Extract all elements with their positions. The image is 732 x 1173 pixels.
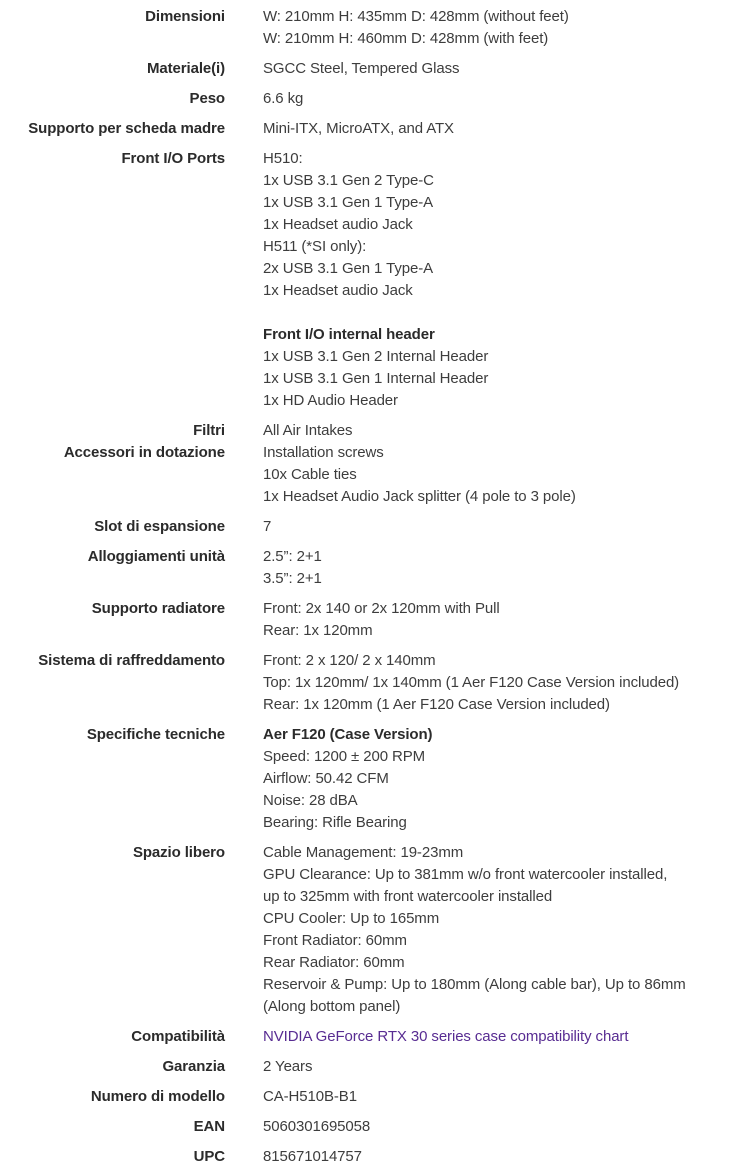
spec-label-supporto-scheda-madre: Supporto per scheda madre [28, 120, 225, 137]
spec-value-line: 6.6 kg [263, 90, 304, 107]
spec-value-alloggiamenti-unita [263, 546, 732, 590]
spec-value-materiale [263, 58, 732, 80]
spec-label-filtri: Filtri [193, 422, 225, 439]
spec-value-supporto-scheda-madre [263, 118, 732, 140]
compatibility-chart-link[interactable]: NVIDIA GeForce RTX 30 series case compatibility chart [263, 1028, 629, 1045]
spec-table [0, 6, 732, 1168]
spec-value-upc [263, 1146, 732, 1168]
spec-value-line: Rear Radiator: 60mm [263, 954, 405, 971]
spec-row-slot-di-espansione [0, 516, 732, 538]
spec-value-line: CA-H510B-B1 [263, 1088, 357, 1105]
spec-label-slot-di-espansione: Slot di espansione [94, 518, 225, 535]
spec-value-line: Rear: 1x 120mm [263, 622, 373, 639]
spec-value-line: 1x USB 3.1 Gen 1 Internal Header [263, 370, 489, 387]
spec-label-accessori-in-dotazione: Accessori in dotazione [63, 444, 225, 461]
spec-value-line: 2.5”: 2+1 [263, 548, 322, 565]
spec-value-line: Mini-ITX, MicroATX, and ATX [263, 120, 454, 137]
spec-row-front-io-ports [0, 148, 732, 412]
spec-row-ean [0, 1116, 732, 1138]
spec-value-line: 815671014757 [263, 1148, 362, 1165]
spec-label-dimensioni: Dimensioni [145, 8, 225, 25]
spec-value-line: up to 325mm with front watercooler installed [263, 888, 553, 905]
spec-value-specifiche-tecniche [263, 724, 732, 834]
spec-value-line: (Along bottom panel) [263, 998, 401, 1015]
spec-value-line: CPU Cooler: Up to 165mm [263, 910, 440, 927]
spec-value-ean [263, 1116, 732, 1138]
spec-value-accessori-in-dotazione [263, 442, 732, 508]
spec-label-compatibilita: Compatibilità [131, 1028, 225, 1045]
spec-value-line: H511 (*SI only): [263, 238, 367, 255]
spec-row-compatibilita [0, 1026, 732, 1048]
spec-value-line: 1x HD Audio Header [263, 392, 398, 409]
spec-value-line: 1x USB 3.1 Gen 2 Type-C [263, 172, 434, 189]
spec-row-alloggiamenti-unita [0, 546, 732, 590]
spec-value-line: Front: 2 x 120/ 2 x 140mm [263, 652, 436, 669]
spec-label-front-io-ports: Front I/O Ports [121, 150, 225, 167]
spec-value-line: Installation screws [263, 444, 384, 461]
spec-row-numero-di-modello [0, 1086, 732, 1108]
spec-row-spazio-libero [0, 842, 732, 1018]
spec-label-ean: EAN [193, 1118, 225, 1135]
spec-row-dimensioni [0, 6, 732, 50]
spec-value-line: SGCC Steel, Tempered Glass [263, 60, 460, 77]
spec-label-alloggiamenti-unita: Alloggiamenti unità [87, 548, 225, 565]
spec-label-numero-di-modello: Numero di modello [90, 1088, 225, 1105]
spec-label-spazio-libero: Spazio libero [132, 844, 225, 861]
spec-label-materiale: Materiale(i) [147, 60, 225, 77]
spec-value-line: GPU Clearance: Up to 381mm w/o front watercooler installed, [263, 866, 668, 883]
spec-row-upc [0, 1146, 732, 1168]
spec-value-line: 3.5”: 2+1 [263, 570, 322, 587]
spec-value-line: 1x USB 3.1 Gen 2 Internal Header [263, 348, 489, 365]
spec-value-line: Airflow: 50.42 CFM [263, 770, 389, 787]
spec-label-sistema-di-raffreddamento: Sistema di raffreddamento [38, 652, 225, 669]
spec-value-line: Top: 1x 120mm/ 1x 140mm (1 Aer F120 Case Version included) [263, 674, 680, 691]
spec-value-line: 1x Headset Audio Jack splitter (4 pole to 3 pole) [263, 488, 576, 505]
spec-value-line: 2x USB 3.1 Gen 1 Type-A [263, 260, 434, 277]
spec-value-line: 1x Headset audio Jack [263, 216, 413, 233]
spec-label-upc: UPC [193, 1148, 225, 1165]
spec-value-line: H510: [263, 150, 303, 167]
spec-value-line: Speed: 1200 ± 200 RPM [263, 748, 426, 765]
spec-value-line: W: 210mm H: 460mm D: 428mm (with feet) [263, 30, 549, 47]
spec-value-line [263, 1026, 732, 1048]
spec-value-line: 1x Headset audio Jack [263, 282, 413, 299]
spec-value-peso [263, 88, 732, 110]
spec-value-line: Front: 2x 140 or 2x 120mm with Pull [263, 600, 500, 617]
spec-value-supporto-radiatore [263, 598, 732, 642]
spec-value-line: Rear: 1x 120mm (1 Aer F120 Case Version included) [263, 696, 610, 713]
spec-value-line: Front I/O internal header [263, 326, 435, 343]
spec-value-line: Cable Management: 19-23mm [263, 844, 464, 861]
spec-value-front-io-ports [263, 148, 732, 412]
spec-value-line: 2 Years [263, 1058, 313, 1075]
spec-value-compatibilita [263, 1026, 732, 1048]
spec-value-garanzia [263, 1056, 732, 1078]
spec-value-line: 10x Cable ties [263, 466, 357, 483]
spec-row-sistema-di-raffreddamento [0, 650, 732, 716]
spec-row-specifiche-tecniche [0, 724, 732, 834]
spec-label-supporto-radiatore: Supporto radiatore [91, 600, 225, 617]
spec-row-peso [0, 88, 732, 110]
spec-value-numero-di-modello [263, 1086, 732, 1108]
spec-value-dimensioni [263, 6, 732, 50]
spec-row-supporto-scheda-madre [0, 118, 732, 140]
spec-label-specifiche-tecniche: Specifiche tecniche [86, 726, 225, 743]
spec-value-line: All Air Intakes [263, 422, 353, 439]
spec-value-line: 1x USB 3.1 Gen 1 Type-A [263, 194, 434, 211]
spec-value-line: Front Radiator: 60mm [263, 932, 407, 949]
spec-value-line: Reservoir & Pump: Up to 180mm (Along cable bar), Up to 86mm [263, 976, 686, 993]
spec-row-supporto-radiatore [0, 598, 732, 642]
spec-value-line: 5060301695058 [263, 1118, 371, 1135]
spec-value-spazio-libero [263, 842, 732, 1018]
spec-row-filtri [0, 420, 732, 442]
spec-value-sistema-di-raffreddamento [263, 650, 732, 716]
spec-value-filtri [263, 420, 732, 442]
spec-value-line: W: 210mm H: 435mm D: 428mm (without feet) [263, 8, 569, 25]
spec-row-accessori-in-dotazione [0, 442, 732, 508]
spec-row-garanzia [0, 1056, 732, 1078]
spec-value-slot-di-espansione [263, 516, 732, 538]
spec-value-line: Aer F120 (Case Version) [263, 726, 433, 743]
spec-value-line: Noise: 28 dBA [263, 792, 358, 809]
spec-value-line: 7 [263, 518, 272, 535]
spec-label-peso: Peso [189, 90, 225, 107]
spec-value-line: Bearing: Rifle Bearing [263, 814, 407, 831]
spec-row-materiale [0, 58, 732, 80]
blank-line [263, 302, 732, 324]
spec-label-garanzia: Garanzia [162, 1058, 225, 1075]
